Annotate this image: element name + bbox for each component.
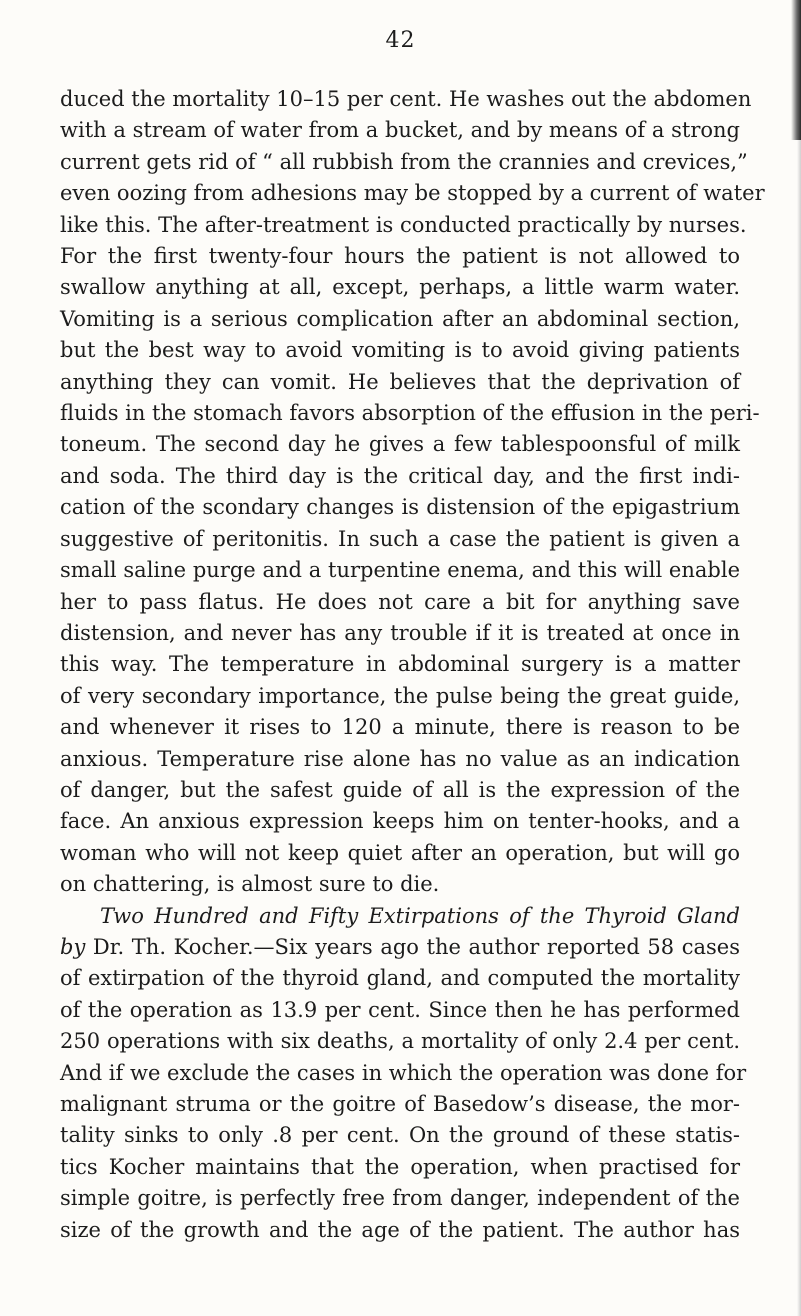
text-line xyxy=(60,932,740,963)
text-line: Vomiting is a serious complication after an abdominal section, xyxy=(60,306,740,331)
section-heading: Two Hundred and Fifty Extirpations of the Thyroid Gland xyxy=(100,903,740,928)
text-line: of very secondary importance, the pulse being the great guide, xyxy=(60,683,740,708)
text-line: of danger, but the safest guide of all is the expression of the xyxy=(60,777,740,802)
text-line: fluids in the stomach favors absorption of the effusion in the peri- xyxy=(60,401,760,426)
section-author-text: Dr. Th. Kocher.—Six years ago the author reported 58 cases xyxy=(85,934,740,959)
text-line: tics Kocher maintains that the operation, when practised for xyxy=(60,1154,740,1179)
text-line: but the best way to avoid vomiting is to avoid giving patients xyxy=(60,338,740,363)
text-line: like this. The after-treatment is conducted practically by nurses. xyxy=(60,212,747,237)
text-line: For the first twenty-four hours the patient is not allowed to xyxy=(60,244,740,269)
text-line: this way. The temperature in abdominal surgery is a matter xyxy=(60,652,740,677)
text-line: distension, and never has any trouble if it is treated at once in xyxy=(60,620,740,645)
text-line: malignant struma or the goitre of Basedow’s disease, the mor- xyxy=(60,1092,740,1116)
page-edge-shadow xyxy=(791,0,801,140)
text-line: of the operation as 13.9 per cent. Since then he has performed xyxy=(60,997,740,1022)
text-line: anything they can vomit. He believes that the deprivation of xyxy=(60,369,740,394)
section-heading-by: by xyxy=(60,934,86,959)
text-line: 250 operations with six deaths, a mortality of only 2.4 per cent. xyxy=(60,1029,740,1054)
text-line: her to pass flatus. He does not care a bit for anything save xyxy=(60,589,740,614)
page-number: 42 xyxy=(385,28,416,53)
text-line: current gets rid of “ all rubbish from the crannies and crevices,” xyxy=(60,149,748,174)
text-line: size of the growth and the age of the patient. The author has xyxy=(60,1217,740,1242)
text-line: small saline purge and a turpentine enema, and this will enable xyxy=(60,558,740,583)
text-line: toneum. The second day he gives a few tablespoonsful of milk xyxy=(60,432,740,457)
text-line: with a stream of water from a bucket, and by means of a strong xyxy=(60,118,740,143)
text-line: of extirpation of the thyroid gland, and computed the mortality xyxy=(60,966,740,991)
text-line: tality sinks to only .8 per cent. On the ground of these statis- xyxy=(60,1123,740,1148)
text-line: and whenever it rises to 120 a minute, there is reason to be xyxy=(60,715,740,740)
text-line: woman who will not keep quiet after an operation, but will go xyxy=(60,840,740,865)
text-line: face. An anxious expression keeps him on tenter-hooks, and a xyxy=(60,809,740,834)
text-line: swallow anything at all, except, perhaps, a little warm water. xyxy=(60,275,740,300)
text-line: anxious. Temperature rise alone has no value as an indication xyxy=(60,746,740,771)
text-line: simple goitre, is perfectly free from danger, independent of the xyxy=(60,1186,740,1211)
text-line: cation of the scondary changes is distension of the epigastrium xyxy=(60,495,740,520)
section-heading-line xyxy=(60,901,740,932)
text-line: on chattering, is almost sure to die. xyxy=(60,872,440,897)
text-line: even oozing from adhesions may be stopped by a current of water xyxy=(60,181,765,206)
page-edge-shadow-lower xyxy=(797,140,801,1316)
text-line: and soda. The third day is the critical day, and the first indi- xyxy=(60,463,740,488)
text-line: And if we exclude the cases in which the operation was done for xyxy=(60,1060,747,1085)
body-text xyxy=(60,84,765,1246)
text-line: suggestive of peritonitis. In such a case the patient is given a xyxy=(60,526,740,551)
text-line: duced the mortality 10–15 per cent. He washes out the abdomen xyxy=(60,87,752,111)
